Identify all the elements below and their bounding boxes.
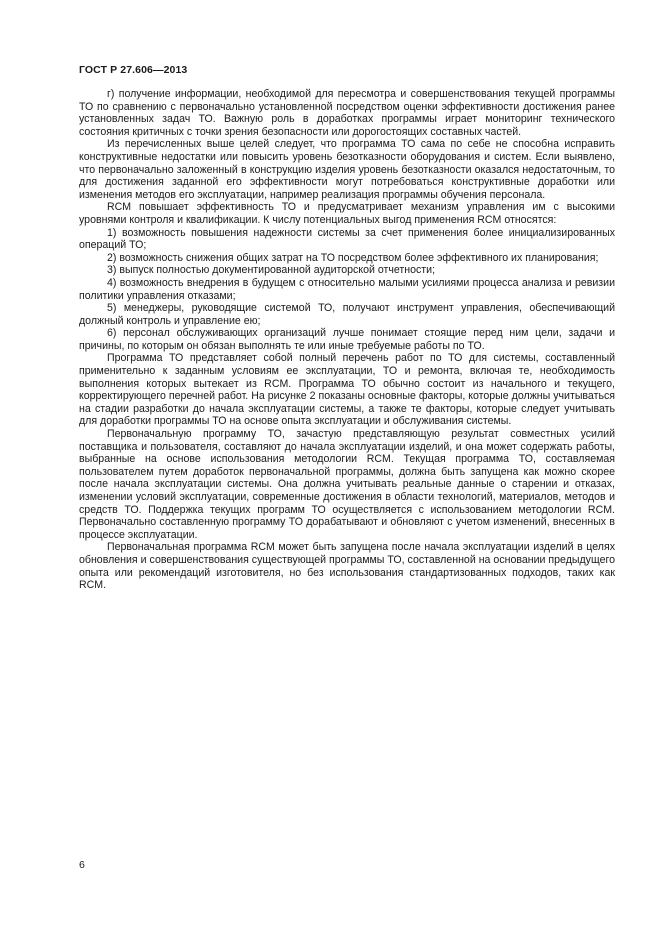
list-item-benefit-6: 6) персонал обслуживающих организаций лучше понимает стоящие перед ним цели, задачи и причины, по которым он обязан выполнять те или иные требуемые работы по ТО.: [79, 327, 615, 352]
list-item-benefit-2: 2) возможность снижения общих затрат на ТО посредством более эффективного их планирования;: [107, 251, 599, 264]
paragraph-conclusion: Из перечисленных выше целей следует, что программа ТО сама по себе не способна исправить конструктивные недостатки или повысить уровень безотказности оборудования и систем. Если выявлено, что первоначально заложенный в конструкцию изделия уровень безотказности оказался недостаточным, то для достижения заданной его эффективности могут потребоваться конструктивные доработки или изменения методов его эксплуатации, например реализация программы обучения персонала.: [79, 138, 615, 201]
list-item-benefit-4: 4) возможность внедрения в будущем с относительно малыми усилиями процесса анализа и ревизии политики управления отказами;: [79, 276, 615, 302]
list-item-benefit-3: 3) выпуск полностью документированной аудиторской отчетности;: [107, 264, 436, 277]
list-item-benefit-1: 1) возможность повышения надежности системы за счет применения более инициализированных операций ТО;: [79, 226, 615, 252]
paragraph-rcm-benefits-intro: RCM повышает эффективность ТО и предусматривает механизм управления им с высокими уровнями контроля и квалификации. К числу потенциальных выгод применения RCM относятся:: [79, 201, 615, 226]
paragraph-rcm-launch: Первоначальная программа RCM может быть запущена после начала эксплуатации изделий в целях обновления и совершенствования существующей программы ТО, составленной на основании предыдущего опыта или рекомендаций изготовителя, но без использования стандартизованных подходов, таких как RCM.: [79, 541, 615, 592]
paragraph-initial-program: Первоначальную программу ТО, зачастую представляющую результат совместных усилий поставщика и пользователя, составляют до начала эксплуатации изделий, и она может содержать работы, выбранные на основе использования методологии RCM. Текущая программа ТО, составляемая пользователем путем доработок первоначальной программы, должна быть запущена как можно скорее после начала эксплуатации системы. Она должна учитывать реальные данные о старении и отказах, изменении условий эксплуатации, современные достижения в области технологий, материалов, методов и средств ТО. Поддержка текущих программ ТО осуществляется с использованием методологии RCM. Первоначально составленную программу ТО дорабатывают и обновляют с учетом изменений, внесенных в процессе эксплуатации.: [79, 428, 615, 541]
list-item-benefit-5: 5) менеджеры, руководящие системой ТО, получают инструмент управления, обеспечивающий должный контроль и управление ею;: [79, 302, 615, 327]
document-header: ГОСТ Р 27.606—2013: [79, 64, 188, 76]
document-body: [79, 88, 615, 592]
paragraph-maintenance-program: Программа ТО представляет собой полный перечень работ по ТО для системы, составленный применительно к заданным условиям ее эксплуатации, ТО и ремонта, включая те, необходимость выполнения которых вытекает из RCM. Программа ТО обычно состоит из начального и текущего, корректирующего перечней работ. На рисунке 2 показаны основные факторы, которые должны учитываться на стадии разработки до начала эксплуатации системы, а также те факторы, которые следует учитывать для доработки программы ТО на основе опыта эксплуатации и обслуживания системы.: [79, 352, 615, 428]
paragraph-item-g: г) получение информации, необходимой для пересмотра и совершенствования текущей программы ТО по сравнению с первоначально установленной посредством оценки эффективности достижения ранее установленных задач ТО. Важную роль в доработках программы играет мониторинг технического состояния критичных с точки зрения безопасности или дорогостоящих составных частей.: [79, 88, 615, 138]
page-number: 6: [79, 859, 85, 871]
